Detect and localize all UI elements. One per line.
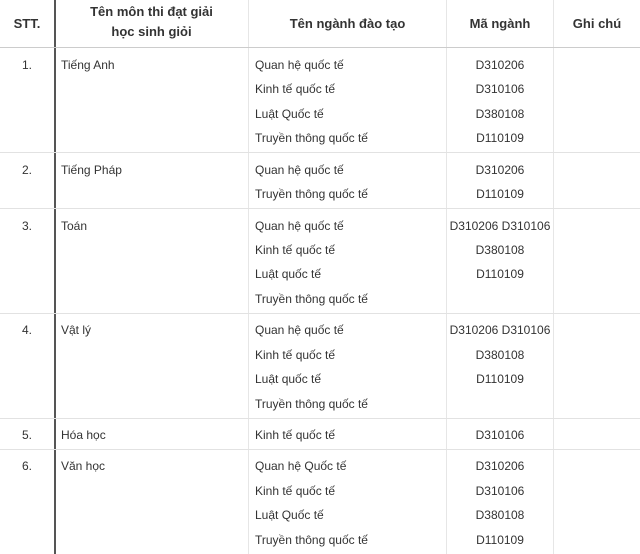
- row-major: Truyền thông quốc tế: [255, 292, 368, 306]
- row-divider: [0, 152, 640, 153]
- row-code: D310106: [475, 428, 525, 442]
- row-divider: [0, 449, 640, 450]
- row-code: D380108: [475, 107, 525, 121]
- row-code: D380108: [475, 243, 525, 257]
- header-code: Mã ngành: [469, 16, 531, 31]
- header-note: Ghi chú: [572, 16, 622, 31]
- row-major: Luật Quốc tế: [255, 107, 324, 121]
- row-code: D310206: [475, 459, 525, 473]
- row-major: Truyền thông quốc tế: [255, 187, 368, 201]
- header-subject-line2: học sinh giỏi: [111, 24, 192, 39]
- column-divider: [54, 0, 56, 554]
- row-code: D310206 D310106: [449, 323, 551, 337]
- row-stt: 4.: [21, 323, 32, 337]
- row-major: Luật quốc tế: [255, 372, 322, 386]
- row-code: D110109: [476, 131, 524, 145]
- row-major: Truyền thông quốc tế: [255, 397, 368, 411]
- row-code: D310206: [475, 163, 525, 177]
- row-subject: Toán: [61, 219, 88, 233]
- row-code: D310106: [475, 484, 525, 498]
- row-major: Kinh tế quốc tế: [255, 428, 336, 442]
- row-major: Truyền thông quốc tế: [255, 533, 368, 547]
- row-divider: [0, 313, 640, 314]
- row-divider: [0, 208, 640, 209]
- row-major: Quan hệ quốc tế: [255, 163, 344, 177]
- row-stt: 5.: [21, 428, 32, 442]
- row-major: Quan hệ quốc tế: [255, 219, 344, 233]
- column-divider: [553, 0, 554, 554]
- row-code: D110109: [476, 187, 524, 201]
- row-stt: 2.: [21, 163, 32, 177]
- row-major: Kinh tế quốc tế: [255, 348, 336, 362]
- row-major: Kinh tế quốc tế: [255, 484, 336, 498]
- row-subject: Vật lý: [61, 323, 92, 337]
- row-code: D310206: [475, 58, 525, 72]
- row-major: Luật quốc tế: [255, 267, 322, 281]
- row-code: D380108: [475, 348, 525, 362]
- header-divider: [0, 47, 640, 48]
- row-code: D110109: [476, 267, 524, 281]
- header-major: Tên ngành đào tạo: [289, 16, 406, 31]
- row-major: Truyền thông quốc tế: [255, 131, 368, 145]
- row-code: D310206 D310106: [449, 219, 551, 233]
- row-subject: Hóa học: [61, 428, 106, 442]
- row-major: Luật Quốc tế: [255, 508, 324, 522]
- row-stt: 6.: [21, 459, 32, 473]
- row-subject: Văn học: [61, 459, 106, 473]
- row-major: Kinh tế quốc tế: [255, 82, 336, 96]
- row-code: D110109: [476, 533, 524, 547]
- header-stt: STT.: [13, 16, 41, 31]
- header-subject-line1: Tên môn thi đạt giải: [90, 4, 213, 19]
- row-code: D310106: [475, 82, 525, 96]
- row-stt: 1.: [21, 58, 32, 72]
- row-major: Quan hệ quốc tế: [255, 58, 344, 72]
- row-code: D110109: [476, 372, 524, 386]
- row-divider: [0, 418, 640, 419]
- row-stt: 3.: [21, 219, 32, 233]
- row-major: Quan hệ quốc tế: [255, 323, 344, 337]
- row-major: Quan hệ Quốc tế: [255, 459, 347, 473]
- row-subject: Tiếng Pháp: [61, 163, 122, 177]
- column-divider: [248, 0, 249, 554]
- row-code: D380108: [475, 508, 525, 522]
- row-major: Kinh tế quốc tế: [255, 243, 336, 257]
- row-subject: Tiếng Anh: [61, 58, 115, 72]
